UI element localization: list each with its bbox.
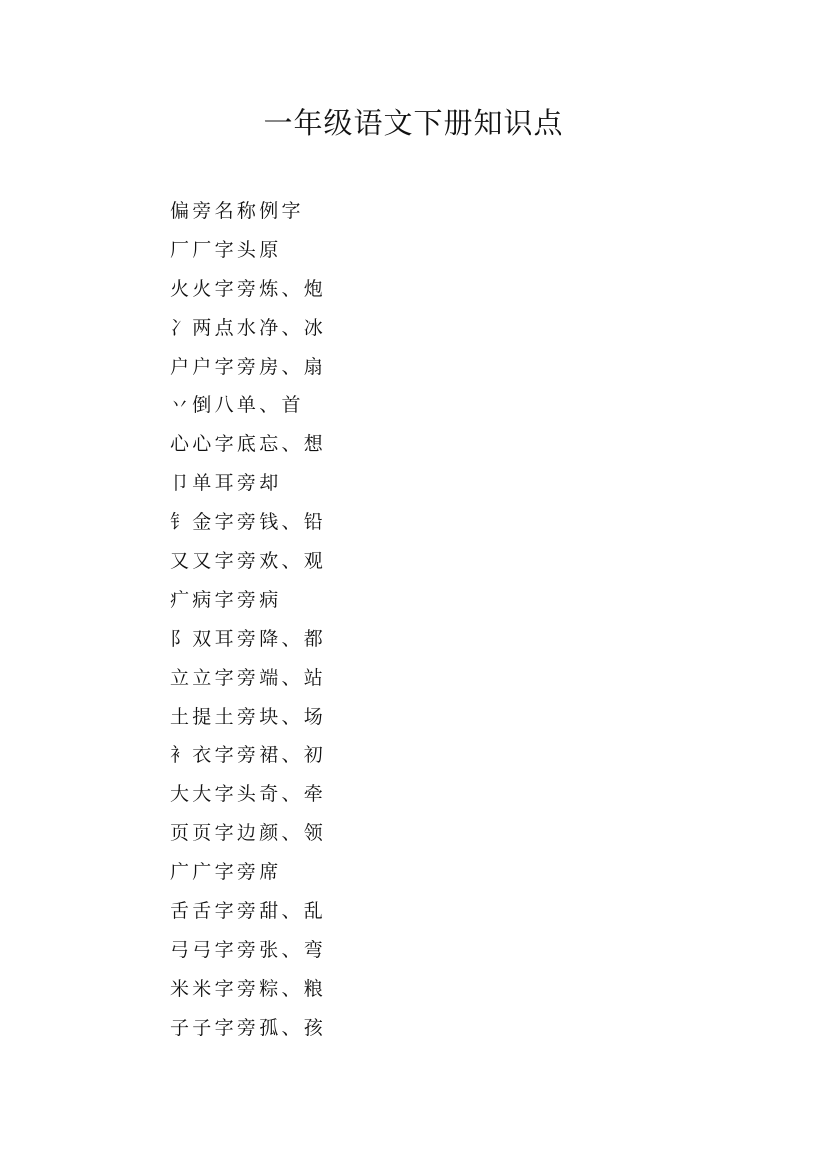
- list-item: 偏旁名称例字: [170, 200, 304, 222]
- radical-list: [170, 192, 326, 1048]
- list-item: 心心字底忘、想: [170, 433, 327, 456]
- list-item: 立立字旁端、站: [170, 666, 327, 689]
- list-item: 又又字旁欢、观: [170, 550, 327, 573]
- list-item: 广广字旁席: [170, 861, 282, 884]
- list-item: 火火字旁炼、炮: [170, 277, 327, 300]
- list-item: 衤衣字旁裙、初: [170, 744, 327, 767]
- list-item: 冫两点水净、冰: [170, 316, 327, 339]
- list-item: 户户字旁房、扇: [170, 355, 327, 378]
- list-item: 子子字旁孤、孩: [170, 1016, 327, 1039]
- list-item: 舌舌字旁甜、乱: [170, 900, 327, 923]
- list-item: 米米字旁粽、粮: [170, 977, 327, 1000]
- list-item: 厂厂字头原: [170, 238, 282, 261]
- list-item: 土提土旁块、场: [170, 705, 327, 728]
- list-item: 钅金字旁钱、铅: [170, 511, 327, 534]
- list-item: 大大字头奇、牵: [170, 783, 327, 806]
- list-item: 卩单耳旁却: [170, 472, 282, 495]
- list-item: 阝双耳旁降、都: [170, 627, 327, 650]
- page-title: 一年级语文下册知识点: [263, 106, 564, 140]
- list-item: 丷倒八单、首: [170, 394, 304, 417]
- list-item: 弓弓字旁张、弯: [170, 938, 327, 961]
- list-item: 页页字边颜、领: [170, 822, 327, 845]
- list-item: 疒病字旁病: [170, 588, 282, 611]
